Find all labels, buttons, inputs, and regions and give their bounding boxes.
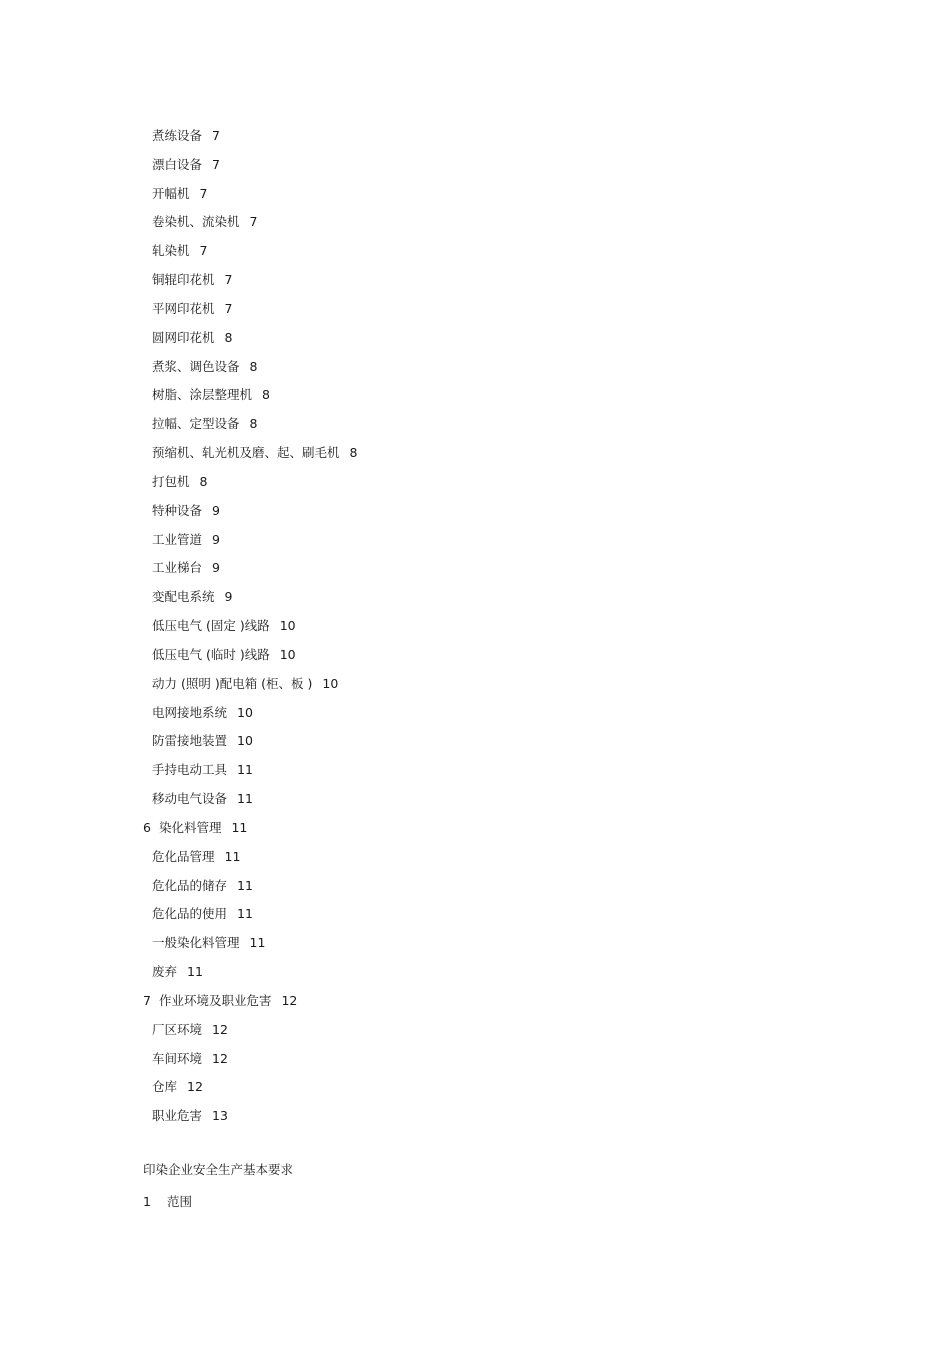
toc-entry-title: 预缩机、轧光机及磨、起、刷毛机 — [152, 445, 340, 461]
toc-entry-title: 动力 (照明 )配电箱 (柜、板 ) — [152, 675, 313, 691]
toc-entry[interactable] — [0, 699, 950, 728]
toc-entry[interactable] — [0, 1045, 950, 1074]
toc-entry-page: 10 — [322, 675, 339, 691]
toc-entry-page: 8 — [249, 358, 258, 374]
toc-entry-title: 染化料管理 — [158, 819, 222, 835]
toc-entry-page: 7 — [199, 243, 208, 259]
toc-entry-title: 漂白设备 — [152, 156, 203, 172]
toc-entry-title: 移动电气设备 — [152, 791, 228, 807]
toc-entry[interactable] — [0, 410, 950, 439]
toc-entry-title: 仓库 — [152, 1079, 178, 1095]
toc-entry-number: 6 — [143, 819, 151, 835]
toc-entry-page: 12 — [212, 1050, 228, 1066]
toc-entry-page: 8 — [224, 329, 233, 345]
section-title: 范围 — [166, 1194, 192, 1209]
toc-entry-title: 平网印花机 — [152, 300, 215, 316]
toc-entry-title: 开幅机 — [152, 185, 190, 201]
toc-entry-title: 电网接地系统 — [152, 704, 228, 720]
toc-entry[interactable] — [0, 670, 950, 699]
toc-entry-page: 11 — [249, 935, 266, 951]
toc-entry[interactable] — [0, 381, 950, 410]
toc-entry[interactable] — [0, 1102, 950, 1131]
toc-entry[interactable] — [0, 641, 950, 670]
toc-entry-page: 11 — [237, 762, 253, 778]
toc-entry-title: 车间环境 — [152, 1050, 203, 1066]
toc-entry-page: 13 — [212, 1108, 228, 1124]
toc-entry[interactable] — [0, 756, 950, 785]
toc-entry-number: 7 — [143, 992, 151, 1008]
toc-entry-title: 轧染机 — [152, 243, 190, 259]
toc-entry[interactable] — [0, 872, 950, 901]
toc-entry-title: 拉幅、定型设备 — [152, 416, 240, 432]
toc-entry[interactable] — [0, 324, 950, 353]
toc-entry-title: 危化品的储存 — [152, 877, 228, 893]
toc-entry-title: 卷染机、流染机 — [152, 214, 240, 230]
toc-entry[interactable] — [0, 237, 950, 266]
toc-entry[interactable] — [0, 612, 950, 641]
toc-entry-page: 9 — [212, 560, 220, 576]
toc-entry[interactable] — [0, 468, 950, 497]
toc-entry-title: 手持电动工具 — [152, 762, 228, 778]
toc-entry-page: 11 — [224, 848, 241, 864]
toc-entry-page: 7 — [224, 272, 233, 288]
toc-entry-page: 12 — [281, 992, 298, 1008]
toc-entry-title: 废弃 — [152, 964, 178, 980]
toc-entry-page: 7 — [212, 128, 220, 143]
toc-entry[interactable] — [0, 266, 950, 295]
toc-entry-page: 9 — [212, 531, 220, 547]
toc-entry-page: 11 — [237, 877, 253, 893]
toc-entry-title: 树脂、涂层整理机 — [152, 387, 253, 403]
toc-entry[interactable] — [0, 497, 950, 526]
toc-entry[interactable] — [0, 122, 950, 151]
toc-entry-page: 11 — [187, 964, 203, 980]
toc-entry-title: 低压电气 (固定 )线路 — [152, 618, 270, 634]
toc-entry[interactable] — [0, 1016, 950, 1045]
toc-entry-title: 危化品管理 — [152, 848, 215, 864]
toc-entry[interactable] — [0, 1073, 950, 1102]
toc-entry-page: 10 — [237, 704, 253, 720]
toc-entry[interactable] — [0, 958, 950, 987]
toc-entry-page: 8 — [262, 387, 270, 403]
toc-entry-page: 7 — [249, 214, 258, 230]
toc-entry-page: 7 — [199, 185, 208, 201]
toc-entry[interactable] — [0, 439, 950, 468]
toc-entry-page: 8 — [249, 416, 258, 432]
toc-entry-title: 圆网印花机 — [152, 329, 215, 345]
toc-entry-page: 11 — [231, 819, 248, 835]
toc-entry-page: 7 — [212, 156, 220, 172]
toc-entry-title: 低压电气 (临时 )线路 — [152, 646, 270, 662]
toc-entry-title: 危化品的使用 — [152, 906, 228, 922]
toc-entry-page: 10 — [237, 733, 253, 749]
toc-entry[interactable] — [0, 929, 950, 958]
toc-entry[interactable] — [0, 785, 950, 814]
toc-entry[interactable] — [0, 353, 950, 382]
toc-entry[interactable] — [0, 526, 950, 555]
toc-entry[interactable] — [0, 900, 950, 929]
toc-entry-title: 打包机 — [152, 473, 190, 489]
toc-entry-title: 一般染化料管理 — [152, 935, 240, 951]
toc-entry-page: 11 — [237, 906, 253, 922]
toc-entry-title: 煮浆、调色设备 — [152, 358, 240, 374]
toc-entry-title: 变配电系统 — [152, 589, 215, 605]
toc-entry-page: 7 — [224, 300, 233, 316]
toc-entry-title: 特种设备 — [152, 502, 203, 518]
toc-entry-title: 厂区环境 — [152, 1021, 203, 1037]
toc-entry[interactable] — [0, 295, 950, 324]
toc-entry-page: 9 — [212, 502, 220, 518]
table-of-contents — [0, 122, 950, 1131]
toc-entry[interactable] — [0, 180, 950, 209]
toc-entry-page: 8 — [349, 445, 358, 461]
toc-entry-page: 10 — [279, 646, 296, 662]
toc-entry-title: 作业环境及职业危害 — [158, 992, 272, 1008]
toc-entry[interactable] — [0, 727, 950, 756]
document-title: 印染企业安全生产基本要求 — [143, 1162, 294, 1177]
toc-entry-page: 12 — [187, 1079, 203, 1095]
toc-entry-page: 11 — [237, 791, 253, 807]
toc-entry-page: 9 — [224, 589, 233, 605]
toc-entry-page: 12 — [212, 1021, 228, 1037]
toc-entry-page: 10 — [279, 618, 296, 634]
toc-entry[interactable] — [0, 554, 950, 583]
section-heading — [143, 1192, 192, 1212]
toc-entry[interactable] — [0, 208, 950, 237]
toc-entry-title: 煮练设备 — [152, 128, 203, 143]
toc-entry[interactable] — [0, 814, 950, 843]
toc-entry[interactable] — [0, 987, 950, 1016]
toc-entry-title: 铜辊印花机 — [152, 272, 215, 288]
toc-entry-title: 工业管道 — [152, 531, 203, 547]
toc-entry-page: 8 — [199, 473, 208, 489]
toc-entry[interactable] — [0, 843, 950, 872]
section-number: 1 — [143, 1194, 151, 1209]
toc-entry-title: 工业梯台 — [152, 560, 203, 576]
toc-entry-title: 防雷接地装置 — [152, 733, 228, 749]
toc-entry[interactable] — [0, 151, 950, 180]
toc-entry[interactable] — [0, 583, 950, 612]
toc-entry-title: 职业危害 — [152, 1108, 203, 1124]
